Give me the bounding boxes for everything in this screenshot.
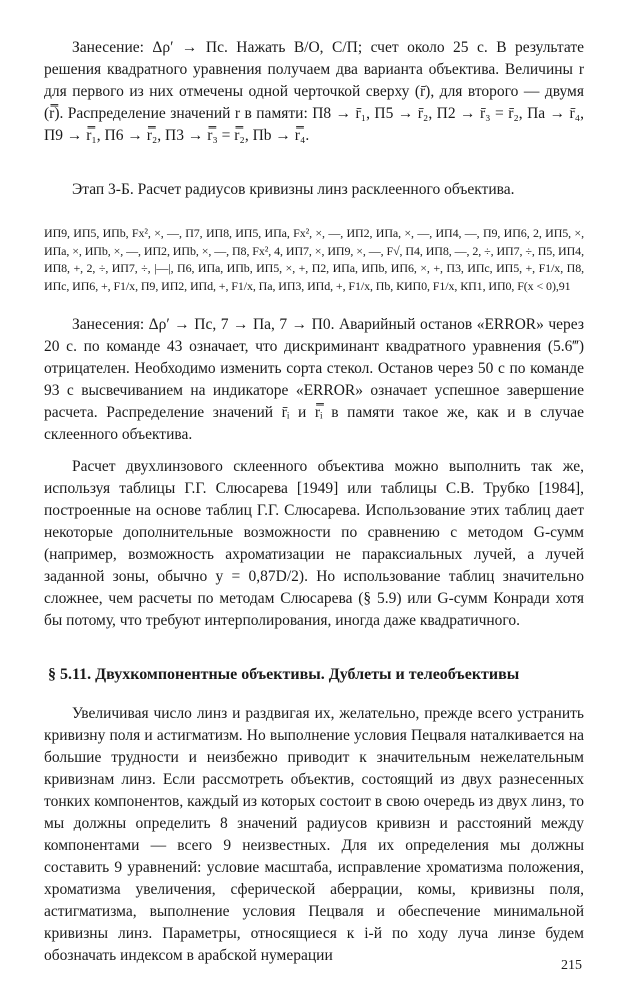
paragraph-entries-and-errors: Занесения: Δρ′ → Пс, 7 → Па, 7 → П0. Аварийный останов «ERROR» через 20 с. по команде 43 означает, что дискриминант квадратного уравнения (5.6‴) отрицателен. Необходимо изменить сорта стекол. Останов через 50 с по команде 93 с высвечиванием на индикаторе «ERROR» означает успешное завершение расчета. Распределение значений r̄ᵢ и r̿ᵢ в памяти такое же, как и в случае склеенного объектива. — [44, 316, 584, 443]
section-heading: § 5.11. Двухкомпонентные объективы. Дублеты и телеобъективы — [48, 666, 520, 683]
page-number: 215 — [561, 958, 582, 973]
program-listing: ИП9, ИП5, ИПb, Fx², ×, —, П7, ИП8, ИП5, ИПа, Fx², ×, —, ИП2, ИПа, ×, —, ИП4, —, П9, ИП6, 2, ИП5, ×, ИПа, ×, ИПb, ×, —, ИП2, ИПb, ×, —, П8, Fx², 4, ИП7, ×, ИП9, ×, —, F√, П4, ИП8, —, 2, ÷, ИП7, ÷, П5, ИП4, ИП8, +, 2, ÷, ИП7, ÷, |—|, П6, ИПа, ИПb, ИП5, ×, +, П2, ИПа, ИПb, ИП6, ×, +, П3, ИПс, ИП5, +, F1/x, П8, ИПс, ИП6, +, F1/x, П9, ИП2, ИПd, +, F1/x, Па, ИП3, ИПd, +, F1/x, Пb, КИП0, F1/x, КП1, ИП0, F(x < 0),91 — [44, 226, 584, 293]
paragraph-two-component-lenses: Увеличивая число линз и раздвигая их, желательно, прежде всего устранить кривизну поля и астигматизм. Но выполнение условия Пецваля наталкивается на большие трудности и неизбежно приводит к значительным нежелательным кривизнам линз. Если рассмотреть объектив, состоящий из двух разнесенных тонких компонентов, каждый из которых состоит в свою очередь из двух линз, то мы должны определить 8 значений радиусов кривизн и расстояний между компонентами — всего 9 неизвестных. Для их определения мы должны составить 9 уравнений: условие масштаба, исправление хроматизма положения, хроматизма увеличения, сферической аберрации, комы, кривизны поля, астигматизма, выполнение условия Пецваля и обеспечение минимальной кривизны линз. Параметры, относящиеся к i-й по ходу луча линзе будем обозначать индексом в арабской нумерации — [44, 705, 584, 964]
paragraph-tables-method: Расчет двухлинзового склеенного объектива можно выполнить так же, используя таблицы Г.Г. Слюсарева [1949] или таблицы С.В. Трубко [1984], построенные на основе таблиц Г.Г. Слюсарева. Использование этих таблиц дает некоторые дополнительные возможности по сравнению с методом G-сумм (например, возможность ахроматизации не параксиальных лучей, а лучей заданной зоны, обычно y = 0,87D/2). Но использование таблиц значительно сложнее, чем расчеты по методам Слюсарева (§ 5.9) или G-сумм Конради хотя бы потому, что требуют интерполирования, иногда даже квадратичного. — [44, 458, 584, 629]
paragraph-entry-instructions: Занесение: Δρ′ → Пс. Нажать В/О, С/П; счет около 25 с. В результате решения квадратного уравнения получаем два варианта объектива. Величины r для первого из них отмечены одной черточкой сверху (r̄), для второго — двумя (r̿). Распределение значений r в памяти: П8 → r̄₁, П5 → r̄₂, П2 → r̄₃ = r̄₂, Па → r̄₄, П9 → r̿₁, П6 → r̿₂, П3 → r̿₃ = r̿₂, Пb → r̿₄. — [44, 39, 584, 144]
paragraph-stage-3b-title: Этап 3-Б. Расчет радиусов кривизны линз расклеенного объектива. — [72, 181, 515, 198]
